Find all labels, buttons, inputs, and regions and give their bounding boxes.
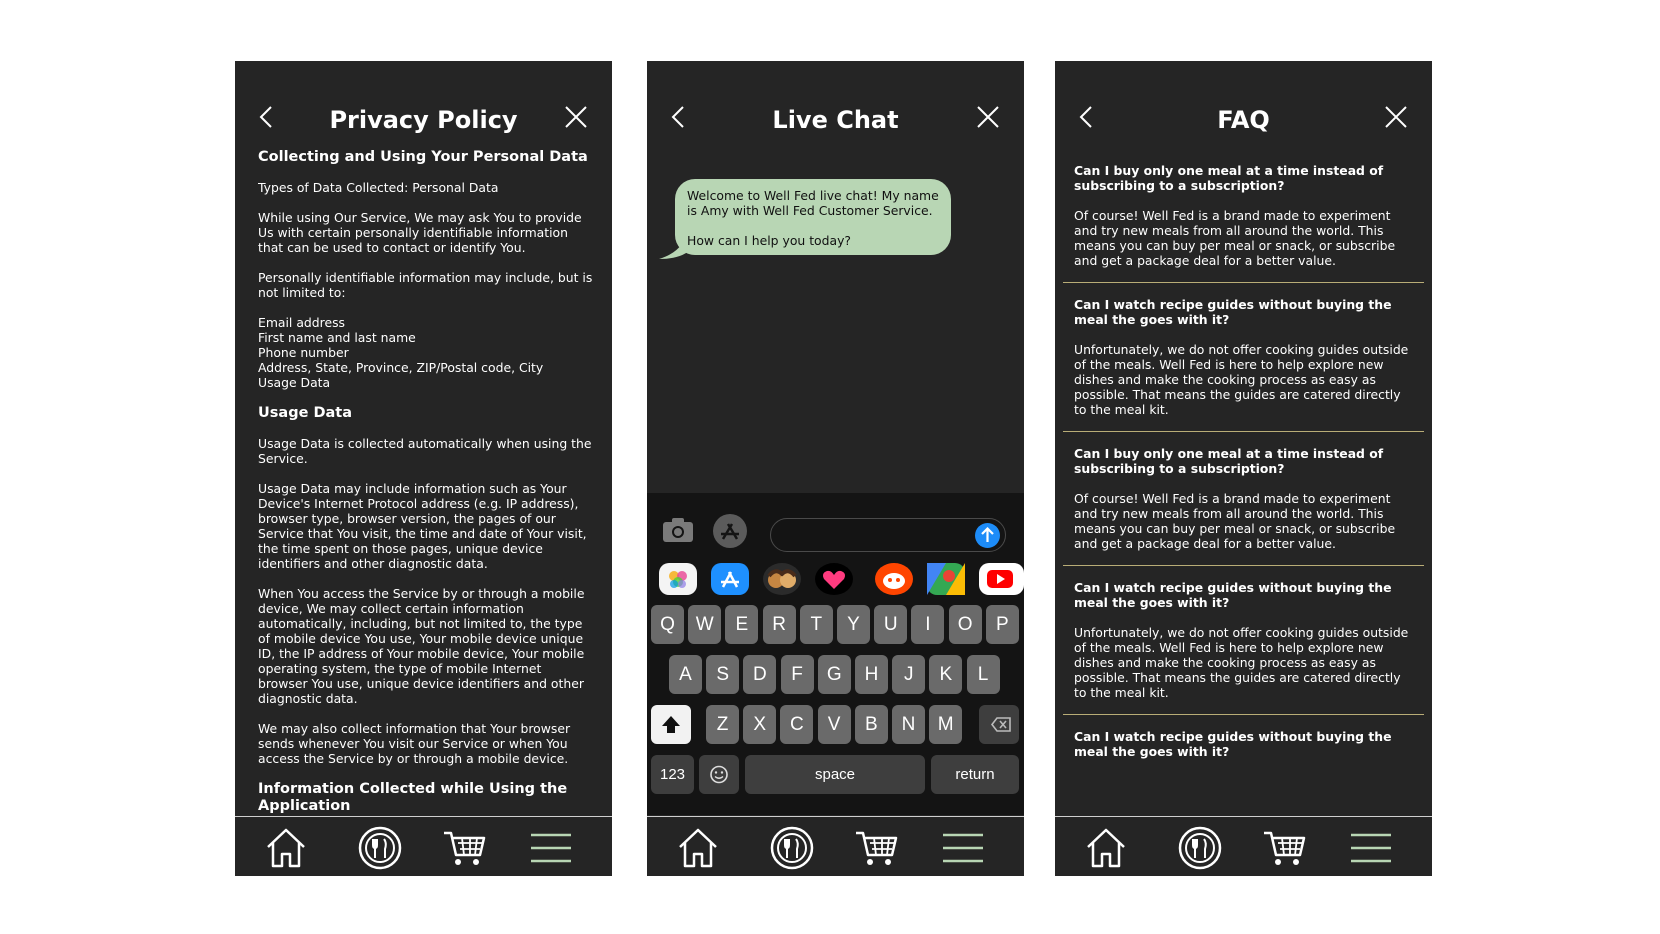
faq-answer: Unfortunately, we do not offer cooking guides outside of the meals. Well Fed is here to help explore new dishes and make the cooking process as easy as possible. That means the guides are catered directly to the meal kit. <box>1074 342 1409 417</box>
header <box>1055 61 1432 134</box>
key-e[interactable]: E <box>725 605 758 644</box>
key-l[interactable]: L <box>967 655 1000 694</box>
key-j[interactable]: J <box>892 655 925 694</box>
key-s[interactable]: S <box>706 655 739 694</box>
key-b[interactable]: B <box>855 705 888 744</box>
delete-key[interactable] <box>979 705 1019 744</box>
paragraph: Usage Data may include information such as Your Device's Internet Protocol address (e.g. IP address), browser type, browser version, the pages of our Service that You visit, the time and date of Your visit, the time spent on those pages, unique device identifiers and other diagnostic data. <box>258 481 587 571</box>
paragraph: We may also collect information that Your browser sends whenever You visit our Service or when You access the Service by or through a mobile device. <box>258 721 571 766</box>
send-button[interactable] <box>975 523 1000 548</box>
privacy-policy-screen <box>235 61 612 876</box>
header <box>647 61 1024 134</box>
key-r[interactable]: R <box>763 605 796 644</box>
header <box>235 61 612 134</box>
memoji-app-icon[interactable] <box>763 563 801 595</box>
key-v[interactable]: V <box>818 705 851 744</box>
appstore-app-icon[interactable] <box>711 563 749 595</box>
bottom-nav <box>1055 816 1432 876</box>
key-g[interactable]: G <box>818 655 851 694</box>
faq-question: Can I watch recipe guides without buying the meal the goes with it? <box>1074 729 1392 759</box>
maps-app-icon[interactable] <box>927 563 965 595</box>
key-t[interactable]: T <box>800 605 833 644</box>
close-icon[interactable] <box>1384 105 1408 129</box>
paragraph: Personally identifiable information may include, but is not limited to: <box>258 270 593 300</box>
key-w[interactable]: W <box>688 605 721 644</box>
list-item: Usage Data <box>258 375 331 390</box>
key-n[interactable]: N <box>892 705 925 744</box>
camera-icon[interactable] <box>662 517 694 543</box>
meals-icon[interactable] <box>357 825 403 871</box>
key-d[interactable]: D <box>743 655 776 694</box>
digital-touch-app-icon[interactable] <box>815 563 853 595</box>
live-chat-screen <box>647 61 1024 876</box>
faq-answer: Unfortunately, we do not offer cooking guides outside of the meals. Well Fed is here to help explore new dishes and make the cooking process as easy as possible. That means the guides are catered directly to the meal kit. <box>1074 625 1409 700</box>
return-key[interactable]: return <box>931 755 1019 794</box>
key-c[interactable]: C <box>780 705 813 744</box>
send-arrow-icon <box>975 523 1000 548</box>
youtube-app-icon[interactable] <box>979 563 1024 595</box>
meals-icon[interactable] <box>1177 825 1223 871</box>
key-p[interactable]: P <box>986 605 1019 644</box>
menu-icon[interactable] <box>528 825 574 871</box>
key-m[interactable]: M <box>929 705 962 744</box>
section-heading: Information Collected while Using the Application <box>258 781 568 814</box>
paragraph: Types of Data Collected: Personal Data <box>258 180 499 195</box>
key-i[interactable]: I <box>911 605 944 644</box>
message-text: Welcome to Well Fed live chat! My name is Amy with Well Fed Customer Service. <box>687 188 939 218</box>
meals-icon[interactable] <box>769 825 815 871</box>
faq-answer: Of course! Well Fed is a brand made to experiment and try new meals from all around the world. This means you can buy per meal or snack, or subscribe and get a package deal for a better value. <box>1074 491 1396 551</box>
key-o[interactable]: O <box>949 605 982 644</box>
faq-item[interactable] <box>1063 283 1424 432</box>
list-item: Email address <box>258 315 345 330</box>
photos-app-icon[interactable] <box>659 563 697 595</box>
faq-question: Can I watch recipe guides without buying the meal the goes with it? <box>1074 580 1392 610</box>
list-item: Phone number <box>258 345 349 360</box>
faq-screen <box>1055 61 1432 876</box>
faq-item[interactable] <box>1063 149 1424 283</box>
key-f[interactable]: F <box>781 655 814 694</box>
faq-answer: Of course! Well Fed is a brand made to experiment and try new meals from all around the world. This means you can buy per meal or snack, or subscribe and get a package deal for a better value. <box>1074 208 1396 268</box>
home-icon[interactable] <box>1083 825 1129 871</box>
menu-icon[interactable] <box>940 825 986 871</box>
key-x[interactable]: X <box>743 705 776 744</box>
keyboard-area <box>647 493 1024 815</box>
section-heading: Collecting and Using Your Personal Data <box>258 149 588 165</box>
menu-icon[interactable] <box>1348 825 1394 871</box>
paragraph: While using Our Service, We may ask You to provide Us with certain personally identifiable information that can be used to contact or identify You. <box>258 210 582 255</box>
faq-question: Can I watch recipe guides without buying the meal the goes with it? <box>1074 297 1392 327</box>
key-h[interactable]: H <box>855 655 888 694</box>
faq-list[interactable] <box>1063 149 1424 814</box>
backspace-icon <box>979 705 1019 744</box>
space-key[interactable]: space <box>745 755 925 794</box>
section-heading: Usage Data <box>258 405 352 421</box>
list-item: First name and last name <box>258 330 416 345</box>
data-list <box>258 315 594 390</box>
close-icon[interactable] <box>976 105 1000 129</box>
numbers-key[interactable]: 123 <box>651 755 694 794</box>
cart-icon[interactable] <box>442 825 488 871</box>
message-input[interactable] <box>770 518 1006 552</box>
faq-item[interactable] <box>1063 715 1424 788</box>
cart-icon[interactable] <box>1262 825 1308 871</box>
page-title: FAQ <box>1217 106 1270 134</box>
faq-question: Can I buy only one meal at a time instead of subscribing to a subscription? <box>1074 446 1384 476</box>
shift-icon <box>651 705 691 744</box>
home-icon[interactable] <box>675 825 721 871</box>
cart-icon[interactable] <box>854 825 900 871</box>
page-title: Live Chat <box>772 106 899 134</box>
bottom-nav <box>647 816 1024 876</box>
key-a[interactable]: A <box>669 655 702 694</box>
privacy-content[interactable] <box>258 149 594 814</box>
faq-item[interactable] <box>1063 432 1424 566</box>
page-title: Privacy Policy <box>329 106 518 134</box>
app-store-button[interactable] <box>713 514 747 548</box>
emoji-key[interactable] <box>699 755 739 794</box>
paragraph: Usage Data is collected automatically when using the Service. <box>258 436 592 466</box>
close-icon[interactable] <box>564 105 588 129</box>
app-store-icon <box>713 514 747 548</box>
key-z[interactable]: Z <box>706 705 739 744</box>
message-text: How can I help you today? <box>687 233 851 248</box>
key-u[interactable]: U <box>874 605 907 644</box>
list-item: Address, State, Province, ZIP/Postal code, City <box>258 360 544 375</box>
key-k[interactable]: K <box>929 655 962 694</box>
input-row <box>647 493 1024 553</box>
faq-item[interactable] <box>1063 566 1424 715</box>
imessage-apps-row <box>647 561 1024 597</box>
key-q[interactable]: Q <box>651 605 684 644</box>
home-icon[interactable] <box>263 825 309 871</box>
shift-key[interactable] <box>651 705 691 744</box>
bottom-nav <box>235 816 612 876</box>
emoji-icon <box>699 755 739 794</box>
chat-message-bubble <box>675 179 951 255</box>
paragraph: When You access the Service by or through a mobile device, We may collect certain information automatically, including, but not limited to, the type of mobile device You use, Your mobile device unique ID, the IP address of Your mobile device, Your mobile operating system, the type of mobile Internet browser You use, unique device identifiers and other diagnostic data. <box>258 586 585 706</box>
key-y[interactable]: Y <box>837 605 870 644</box>
faq-question: Can I buy only one meal at a time instead of subscribing to a subscription? <box>1074 163 1384 193</box>
reddit-app-icon[interactable] <box>875 563 913 595</box>
